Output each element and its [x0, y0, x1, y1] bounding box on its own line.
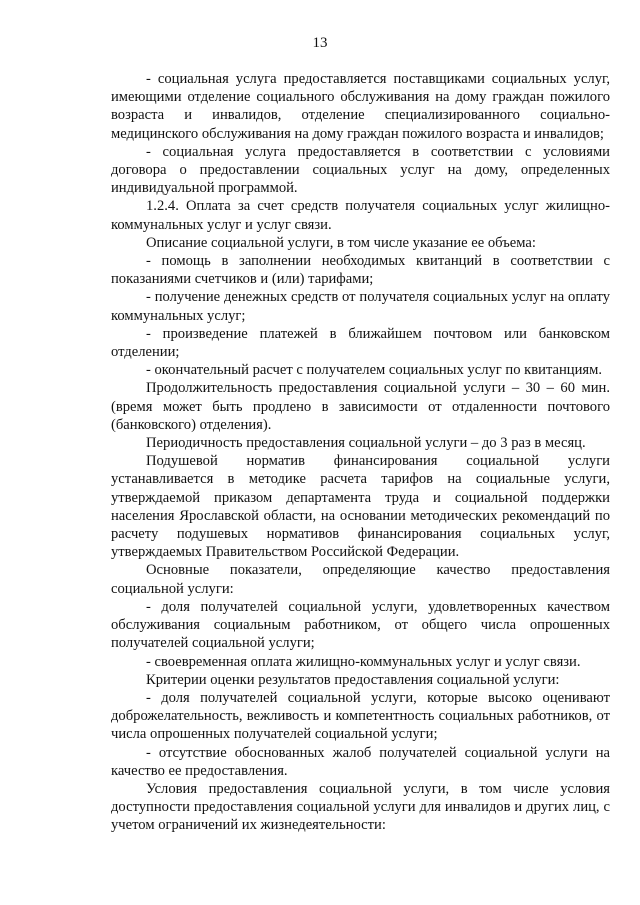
- list-item: - своевременная оплата жилищно-коммунальных услуг и услуг связи.: [146, 653, 581, 670]
- paragraph: Подушевой норматив финансирования социальной услуги устанавливается в методике расчета тарифов на социальные услуги, утверждаемой приказом департамента труда и социальной поддержки населения Ярославской области, на основании методических рекомендаций по расчету подушевых нормативов финансирования социальных услуг, утверждаемых Правительством Российской Федерации.: [111, 453, 610, 561]
- document-body: [111, 70, 610, 835]
- paragraph: Периодичность предоставления социальной услуги – до 3 раз в месяц.: [146, 435, 586, 452]
- paragraph: Продолжительность предоставления социальной услуги – 30 – 60 мин. (время может быть продлено в зависимости от отдаленности почтового (банковского) отделения).: [111, 380, 610, 433]
- section-heading: 1.2.4. Оплата за счет средств получателя социальных услуг жилищно-коммунальных услуг и услуг связи.: [111, 198, 610, 233]
- page-number: 13: [312, 35, 328, 51]
- list-item: - помощь в заполнении необходимых квитанций в соответствии с показаниями счетчиков и (или) тарифами;: [111, 253, 610, 288]
- list-item: - отсутствие обоснованных жалоб получателей социальной услуги на качество ее предоставления.: [111, 744, 610, 779]
- list-item: - окончательный расчет с получателем социальных услуг по квитанциям.: [146, 362, 603, 379]
- paragraph: Описание социальной услуги, в том числе указание ее объема:: [146, 234, 536, 251]
- list-item: - получение денежных средств от получателя социальных услуг на оплату коммунальных услуг;: [111, 289, 610, 324]
- paragraph: Основные показатели, определяющие качество предоставления социальной услуги:: [111, 562, 610, 597]
- paragraph: - социальная услуга предоставляется в соответствии с условиями договора о предоставлении социальных услуг на дому, определенных индивидуальной программой.: [111, 143, 610, 197]
- paragraph: - социальная услуга предоставляется поставщиками социальных услуг, имеющими отделение социального обслуживания на дому граждан пожилого возраста и инвалидов, отделение специализированного социально-медицинского обслуживания на дому граждан пожилого возраста и инвалидов;: [111, 71, 610, 142]
- list-item: - произведение платежей в ближайшем почтовом или банковском отделении;: [111, 325, 610, 361]
- paragraph: Критерии оценки результатов предоставления социальной услуги:: [146, 671, 560, 688]
- paragraph: Условия предоставления социальной услуги, в том числе условия доступности предоставления социальной услуги для инвалидов и других лиц, с учетом ограничений их жизнедеятельности:: [111, 780, 610, 834]
- list-item: - доля получателей социальной услуги, удовлетворенных качеством обслуживания социальным работником, от общего числа опрошенных получателей социальной услуги;: [111, 598, 610, 652]
- list-item: - доля получателей социальной услуги, которые высоко оценивают доброжелательность, вежливость и компетентность социальных работников, от числа опрошенных получателей социальной услуги;: [111, 689, 610, 743]
